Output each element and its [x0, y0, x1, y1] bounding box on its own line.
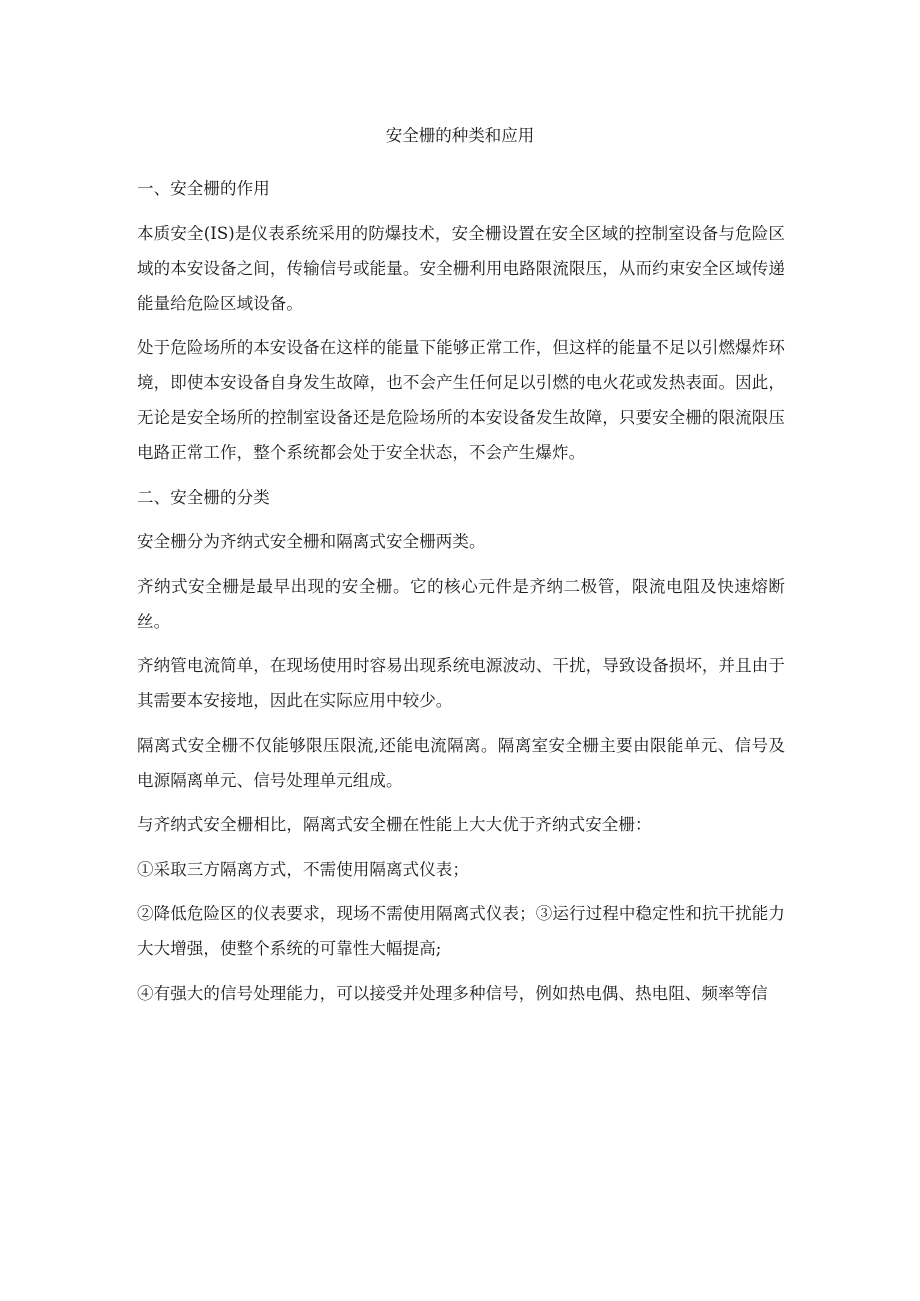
- list-item-1: ①采取三方隔离方式，不需使用隔离式仪表；: [137, 859, 469, 879]
- list-item-4: ④有强大的信号处理能力，可以接受并处理多种信号，例如热电偶、热电阻、频率等信: [137, 983, 768, 1003]
- paragraph-zener-barrier: 齐纳式安全栅是最早出现的安全栅。它的核心元件是齐纳二极管，限流电阻及快速熔断丝。: [137, 576, 785, 631]
- paragraph-safe-operation: 处于危险场所的本安设备在这样的能量下能够正常工作，但这样的能量不足以引燃爆炸环境，即使本安设备自身发生故障，也不会产生任何足以引燃的电火花或发热表面。因此，无论是安全场所的控制室设备还是危险场所的本安设备发生故障，只要安全栅的限流限压电路正常工作，整个系统都会处于安全状态，不会产生爆炸。: [137, 338, 785, 462]
- document-body: [137, 171, 785, 1020]
- paragraph-comparison: 与齐纳式安全栅相比，隔离式安全栅在性能上大大优于齐纳式安全栅：: [137, 815, 652, 834]
- section-heading-classification: 二、安全栅的分类: [137, 487, 270, 507]
- paragraph-zener-drawbacks: 齐纳管电流简单，在现场使用时容易出现系统电源波动、干扰，导致设备损坏，并且由于其需要本安接地，因此在实际应用中较少。: [137, 656, 785, 710]
- section-heading-function: 一、安全栅的作用: [137, 179, 270, 198]
- paragraph-isolated-barrier: 隔离式安全栅不仅能够限压限流,还能电流隔离。隔离室安全栅主要由限能单元、信号及电源隔离单元、信号处理单元组成。: [137, 735, 785, 790]
- document-title: 安全栅的种类和应用: [385, 126, 535, 145]
- list-item-2-3: ②降低危险区的仪表要求，现场不需使用隔离式仪表；③运行过程中稳定性和抗干扰能力大大增强，使整个系统的可靠性大幅提高;: [137, 904, 785, 958]
- paragraph-two-types: 安全栅分为齐纳式安全栅和隔离式安全栅两类。: [137, 532, 486, 551]
- paragraph-intrinsic-safety: 本质安全(IS)是仪表系统采用的防爆技术，安全栅设置在安全区域的控制室设备与危险区域的本安设备之间，传输信号或能量。安全栅利用电路限流限压，从而约束安全区域传递能量给危险区域设备。: [137, 223, 785, 313]
